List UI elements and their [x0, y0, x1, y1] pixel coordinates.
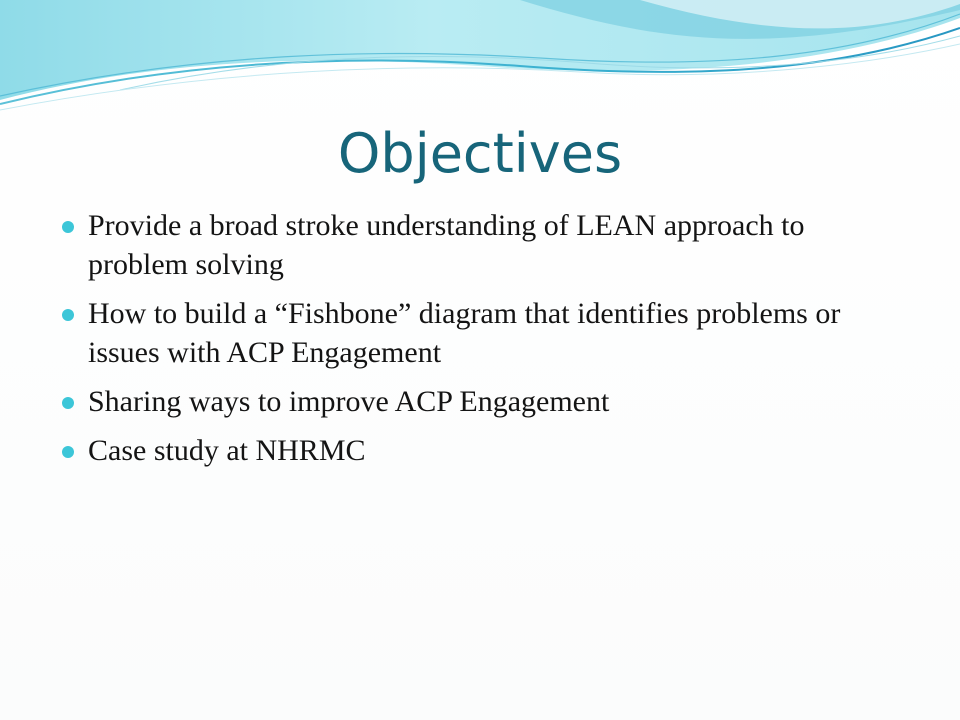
list-item — [60, 382, 900, 421]
bullet-dot-icon — [62, 397, 74, 409]
bullet-text: How to build a “Fishbone” diagram that identifies problems or issues with ACP Engagement — [88, 297, 841, 369]
bullet-dot-icon — [62, 221, 74, 233]
header-wave-decoration — [0, 0, 960, 120]
bullet-text: Provide a broad stroke understanding of LEAN approach to problem solving — [88, 209, 805, 281]
bullet-text: Case study at NHRMC — [88, 434, 366, 467]
bullet-text: Sharing ways to improve ACP Engagement — [88, 385, 610, 418]
bullet-dot-icon — [62, 446, 74, 458]
list-item — [60, 294, 900, 372]
list-item — [60, 206, 900, 284]
slide-title: Objectives — [337, 122, 623, 185]
bullet-dot-icon — [62, 309, 74, 321]
list-item — [60, 431, 900, 470]
objectives-list — [60, 206, 900, 480]
